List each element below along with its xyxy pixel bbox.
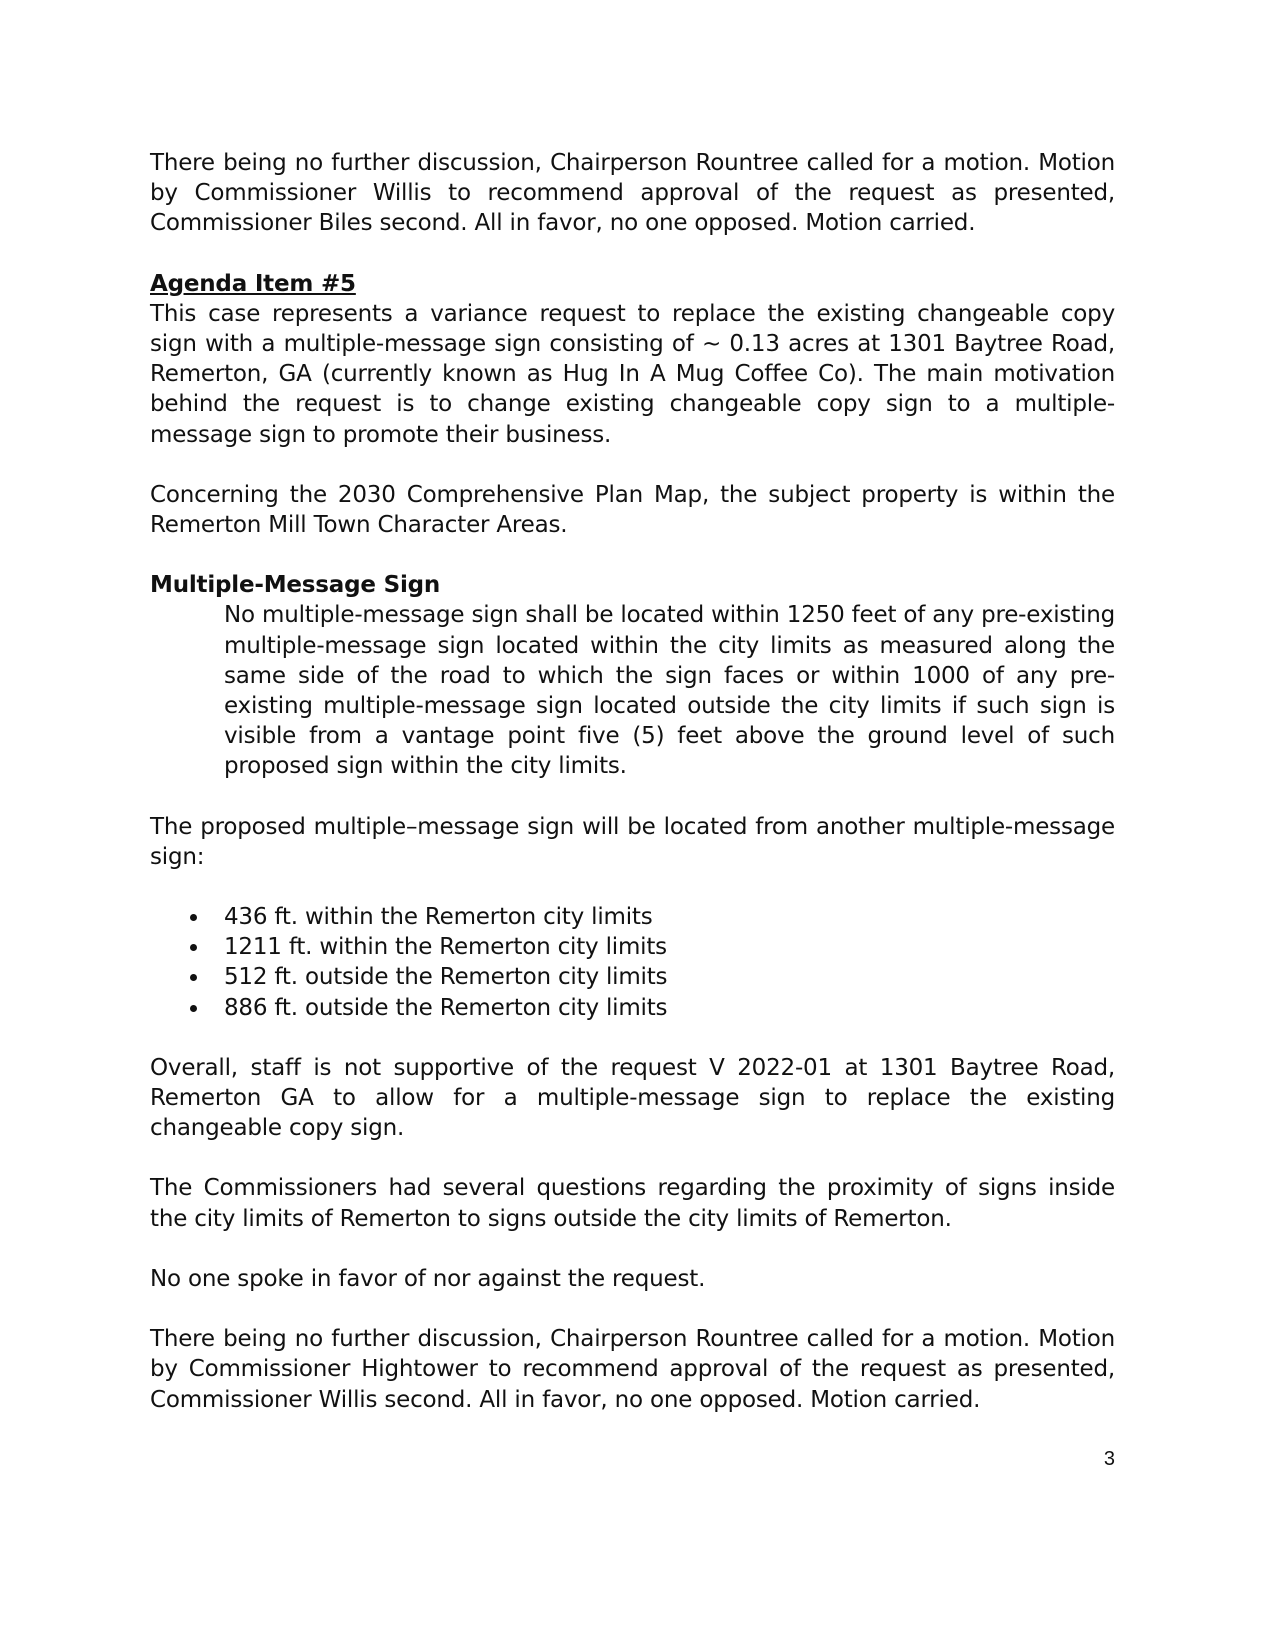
bullet-icon <box>190 974 197 981</box>
distance-text: 886 ft. outside the Remerton city limits <box>224 994 668 1021</box>
distance-list-item <box>224 902 1115 932</box>
paragraph-commissioner-questions: The Commissioners had several questions regarding the proximity of signs inside the city limits of Remerton to signs outside the city limits of Remerton. <box>150 1175 1115 1232</box>
multiple-message-sign-heading: Multiple-Message Sign <box>150 572 441 599</box>
paragraph-public-comment: No one spoke in favor of nor against the request. <box>150 1265 706 1292</box>
distance-list-item <box>224 932 1115 962</box>
paragraph-motion-previous-item: There being no further discussion, Chairperson Rountree called for a motion. Motion by Commissioner Willis to recommend approval of the request as presented, Commissioner Biles second. All in favor, no one opposed. Motion carried. <box>150 150 1115 237</box>
distance-list-item <box>224 962 1115 992</box>
bullet-icon <box>190 1005 197 1012</box>
paragraph-case-description: This case represents a variance request to replace the existing changeable copy sign with a multiple-message sign consisting of ~ 0.13 acres at 1301 Baytree Road, Remerton, GA (currently known as Hug In A Mug Coffee Co). The main motivation behind the request is to change existing changeable copy sign to a multiple-message sign to promote their business. <box>150 300 1115 448</box>
paragraph-proposed-sign-distances: The proposed multiple–message sign will be located from another multiple-message sign: <box>150 813 1115 870</box>
sign-ordinance-quote: No multiple-message sign shall be located within 1250 feet of any pre-existing multiple-message sign located within the city limits as measured along the same side of the road to which the sign faces or within 1000 of any pre-existing multiple-message sign located outside the city limits if such sign is visible from a vantage point five (5) feet above the ground level of such proposed sign within the city limits. <box>224 602 1115 780</box>
bullet-icon <box>190 914 197 921</box>
paragraph-motion-item-5: There being no further discussion, Chairperson Rountree called for a motion. Motion by Commissioner Hightower to recommend approval of the request as presented, Commissioner Willis second. All in favor, no one opposed. Motion carried. <box>150 1326 1115 1413</box>
paragraph-staff-recommendation: Overall, staff is not supportive of the request V 2022-01 at 1301 Baytree Road, Remerton GA to allow for a multiple-message sign to replace the existing changeable copy sign. <box>150 1054 1115 1142</box>
bullet-icon <box>190 944 197 951</box>
distance-text: 436 ft. within the Remerton city limits <box>224 904 653 931</box>
paragraph-comprehensive-plan: Concerning the 2030 Comprehensive Plan Map, the subject property is within the Remerton Mill Town Character Areas. <box>150 481 1115 539</box>
document-body <box>150 148 1115 1415</box>
distance-list <box>150 902 1115 1023</box>
distance-text: 1211 ft. within the Remerton city limits <box>224 934 667 961</box>
page-number: 3 <box>1103 1448 1115 1470</box>
distance-text: 512 ft. outside the Remerton city limits <box>224 964 668 991</box>
distance-list-item <box>224 993 1115 1023</box>
agenda-item-heading: Agenda Item #5 <box>150 270 356 297</box>
